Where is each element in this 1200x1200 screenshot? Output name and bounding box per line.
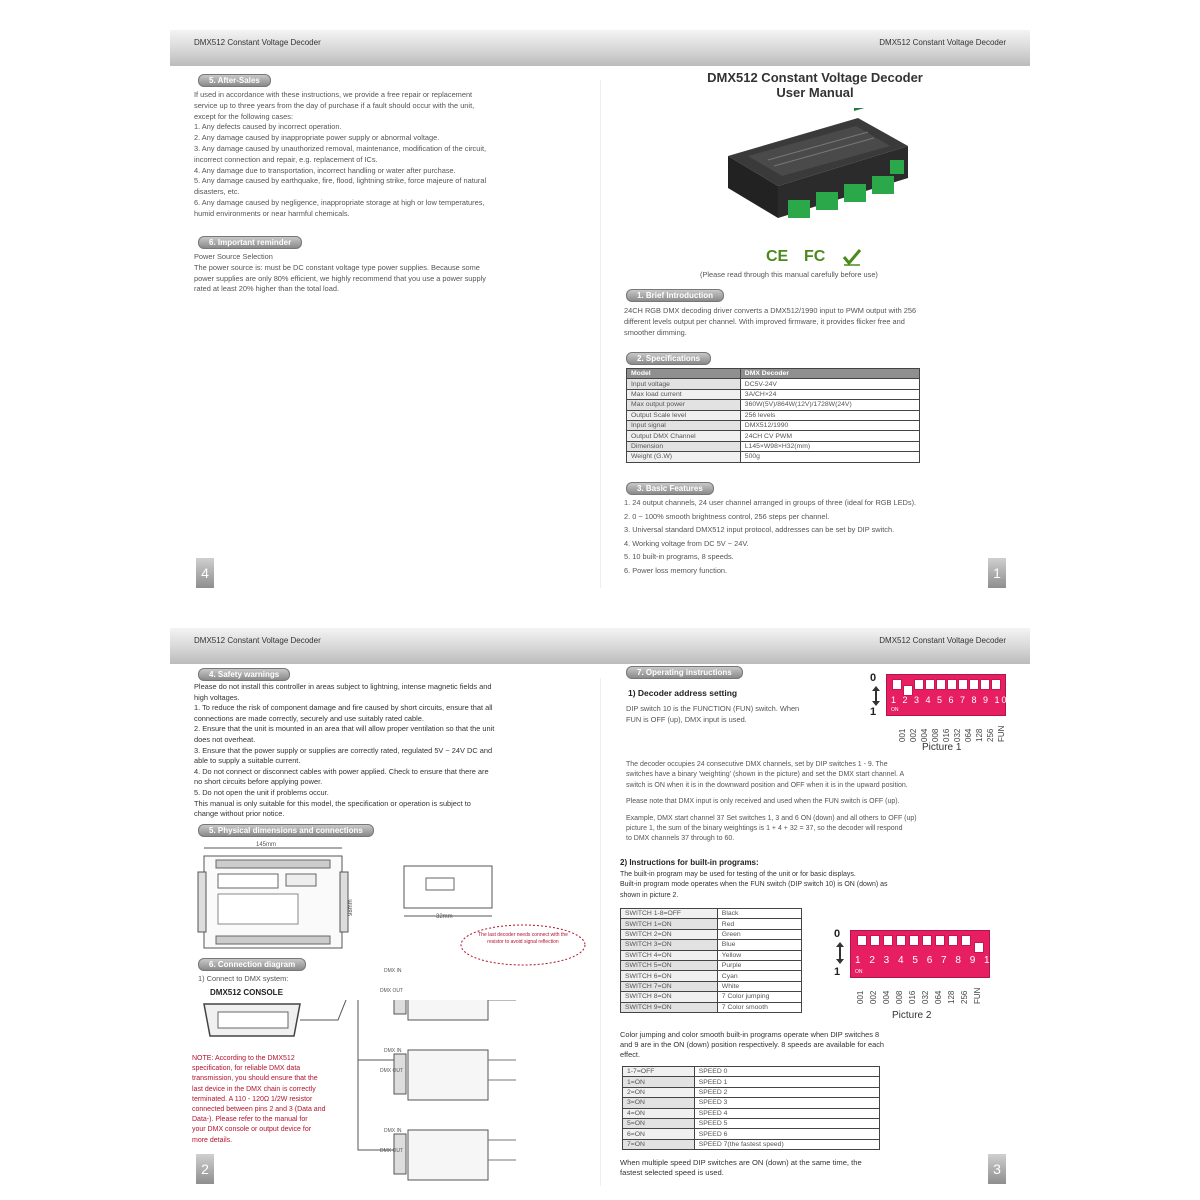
weight-label: 004 [882,990,891,1004]
dip-switch-picture-1 [886,674,1009,716]
table-cell: 6=ON [623,1129,695,1139]
dmx-in-label-3: DMX IN [384,1128,402,1134]
dip-switch-picture-2 [850,930,1002,978]
safety-text [194,682,586,820]
table-cell: SPEED 1 [694,1077,879,1087]
safety-heading: 4. Safety warnings [198,668,290,681]
spec-heading: 2. Specifications [626,352,711,365]
table-row [627,420,920,430]
table-cell: SWITCH 4=ON [621,950,718,960]
table-cell: Black [717,909,801,919]
speed-text [620,1030,1010,1060]
dip-switch [936,679,946,690]
table-row [623,1108,880,1118]
text-line: 3. Any damage caused by unauthorized removal, maintenance, modification of the circuit, [194,143,487,153]
brief-heading: 1. Brief Introduction [626,289,724,302]
text-line: picture 1, the sum of the binary weightings is 1 + 4 + 32 = 37, so the decoder will respond [626,825,903,833]
text-line: fastest selected speed is used. [620,1168,724,1177]
important-heading: 6. Important reminder [198,236,302,249]
table-cell: 5=ON [623,1118,695,1128]
table-cell: L145×W98×H32(mm) [740,441,919,451]
text-line: effect. [620,1050,640,1059]
table-row [627,410,920,420]
fc-mark: FC [804,248,826,265]
header-title-right: DMX512 Constant Voltage Decoder [879,636,1006,645]
weight-label: 256 [960,990,969,1004]
table-cell: Weight (G.W) [627,452,741,462]
dip-on-label-1: 1 [870,706,877,718]
table-row [627,441,920,451]
weight-label: 002 [869,990,878,1004]
weight-label: 128 [947,990,956,1004]
text-line: different levels output per channel. With improved firmware, it provides flicker free and [624,316,905,326]
dip-on-text: ON [855,969,863,975]
table-row [627,379,920,389]
brief-text [624,306,1004,338]
table-cell: 256 levels [740,410,919,420]
weight-label: 032 [921,990,930,1004]
text-line: 5. Do not open the unit if problems occur. [194,787,329,797]
text-line: 2. Ensure that the unit is mounted in an area that will allow proper ventilation so that the unit [194,724,495,734]
table-cell: SWITCH 6=ON [621,971,718,981]
page-number-4: 4 [196,558,214,588]
text-line: Example, DMX start channel 37 Set switches 1, 3 and 6 ON (down) and all others to OFF (up) [626,814,917,822]
page-number-2: 2 [196,1154,214,1184]
table-row [621,992,802,1002]
final-text [620,1158,980,1178]
table-cell: Output Scale level [627,410,741,420]
dip-switch [969,679,979,690]
text-line: except for the following cases: [194,111,294,121]
table-cell: 2=ON [623,1087,695,1097]
features-list [624,496,1004,578]
text-line: high voltages. [194,692,240,702]
table-cell: SPEED 6 [694,1129,879,1139]
text-line: more details. [192,1136,233,1144]
page-number-1: 1 [988,558,1006,588]
dip-off-label-2: 0 [834,928,841,940]
text-line: smoother dimming. [624,327,687,337]
weight-label: 001 [856,990,865,1004]
text-line: shown in picture 2. [620,891,679,899]
dip-switch [857,935,867,946]
text-line: to DMX channels 37 through to 60. [626,835,735,843]
header-bar [170,30,1030,66]
table-cell: SPEED 2 [694,1087,879,1097]
dip-off-label-1: 0 [870,672,877,684]
table-row [621,919,802,929]
header-title-left: DMX512 Constant Voltage Decoder [194,38,321,47]
dip-numbers: 1 2 3 4 5 6 7 8 9 10 [855,955,1002,966]
dip-numbers: 1 2 3 4 5 6 7 8 9 10 [891,695,1009,705]
table-cell: 360W(5V)/864W(12V)/1728W(24V) [740,400,919,410]
text-line: rated at least 20% higher than the total load. [194,284,340,294]
text-line: FUN is OFF (up), DMX input is used. [626,714,747,724]
dip-switch [883,935,893,946]
header-bar [170,628,1030,664]
text-line: power supplies are only 80% efficient, we highly recommend that you use a power supply [194,273,486,283]
table-cell: Input voltage [627,379,741,389]
table-cell: 4=ON [623,1108,695,1118]
text-line: Built-in program mode operates when the FUN switch (DIP switch 10) is ON (down) as [620,881,888,889]
dmx-out-label-2: DMX OUT [380,1068,404,1074]
table-cell: SPEED 4 [694,1108,879,1118]
title-line-1: DMX512 Constant Voltage Decoder [707,70,923,85]
table-row [623,1118,880,1128]
list-item: 6. Power loss memory function. [624,565,728,575]
text-line: switches have a binary 'weighting' (shown in the picture) and set the DMX start channel. A [626,771,905,779]
table-cell: SWITCH 8=ON [621,992,718,1002]
table-cell: SPEED 7(the fastest speed) [694,1139,879,1149]
rohs-check-icon [842,248,862,266]
table-cell: White [717,981,801,991]
table-row [623,1067,880,1077]
top-sheet [170,8,1030,598]
text-line: 24CH RGB DMX decoding driver converts a DMX512/1990 input to PWM output with 256 [624,306,917,315]
dip-switch [925,679,935,690]
table-cell: SPEED 3 [694,1098,879,1108]
text-line: able to supply a suitable current. [194,756,301,766]
weight-label: 002 [909,728,918,742]
text-line: switch is ON when it is in the downward position and OFF when it is in the upward position. [626,781,908,789]
header-title-left: DMX512 Constant Voltage Decoder [194,636,321,645]
dip-switch [991,679,1001,690]
text-line: NOTE: According to the DMX512 [192,1055,295,1062]
text-line: 4. Any damage due to transportation, incorrect handling or water after purchase. [194,165,456,175]
dip-switch [980,679,990,690]
text-line: 3. Ensure that the power supply or supplies are correctly rated, regulated 5V ~ 24V DC and [194,745,493,755]
speeds-table [622,1066,880,1150]
dip-on-text: ON [891,707,899,713]
list-item: 2. 0 ~ 100% smooth brightness control, 256 steps per channel. [624,511,830,521]
dip-switch [909,935,919,946]
table-cell: 7 Color jumping [717,992,801,1002]
text-line: does not overheat. [194,734,256,744]
table-row [621,929,802,939]
header-title-right: DMX512 Constant Voltage Decoder [879,38,1006,47]
page-number-3: 3 [988,1154,1006,1184]
text-line: connections are made correctly, securely and use suitably rated cable. [194,713,424,723]
list-item: 5. 10 built-in programs, 8 speeds. [624,552,734,562]
table-cell: SWITCH 7=ON [621,981,718,991]
text-line: DIP switch 10 is the FUNCTION (FUN) switch. When [626,704,800,713]
weight-label: 016 [908,990,917,1004]
table-cell: SWITCH 5=ON [621,960,718,970]
text-line: When multiple speed DIP switches are ON (down) at the same time, the [620,1158,862,1167]
table-cell: Green [717,929,801,939]
table-cell: Model [627,369,741,379]
table-row [621,981,802,991]
resistor-note-text: The last decoder needs connect with the resistor to avoid signal reflection [478,932,568,945]
dip-switch [892,679,902,690]
text-line: incorrect connection and repair, e.g. replacement of ICs. [194,154,378,164]
dimension-drawing [196,842,356,962]
weight-label: FUN [973,987,982,1004]
text-line: Please do not install this controller in areas subject to lightning, intense magnetic fields and [194,682,492,691]
weight-label: 008 [931,728,940,742]
text-line: Data-). Please refer to the manual for [192,1116,308,1124]
table-row [627,369,920,379]
dip-switch [935,935,945,946]
weight-label: 004 [920,728,929,742]
table-cell: Input signal [627,420,741,430]
dip-switch [974,942,984,953]
text-line: 1. Any defects caused by incorrect operation. [194,122,342,132]
dip-switch [958,679,968,690]
dmx-out-label-1: DMX OUT [380,988,404,994]
weight-label: 256 [986,728,995,742]
table-row [623,1087,880,1097]
text-line: 2. Any damage caused by inappropriate power supply or abnormal voltage. [194,133,440,143]
weight-label: 001 [898,728,907,742]
table-row [623,1098,880,1108]
address-explanation [626,760,1016,845]
text-line: specification, for reliable DMX data [192,1065,301,1073]
table-row [621,909,802,919]
text-line: and 9 are in the ON (down) position respectively. 8 speeds are available for each [620,1040,885,1049]
text-line: last device in the DMX chain is correctly [192,1085,316,1093]
title-line-2: User Manual [776,85,854,100]
table-cell: Cyan [717,971,801,981]
up-down-arrow-icon [871,686,881,706]
console-label: DMX512 CONSOLE [210,988,283,997]
weight-label: 128 [975,728,984,742]
table-row [627,400,920,410]
table-cell: 1-7=OFF [623,1067,695,1077]
text-line: transmission, you should ensure that the [192,1075,318,1083]
table-cell: SWITCH 1-8=OFF [621,909,718,919]
text-line: 1. To reduce the risk of component damage and fire caused by short circuits, ensure that all [194,703,493,713]
text-line: disasters, etc. [194,187,240,197]
table-cell: Max load current [627,389,741,399]
dip-switch [961,935,971,946]
dip-switch [948,935,958,946]
page-divider [600,678,601,1186]
text-line: This manual is only suitable for this model, the specification or operation is subject to [194,798,471,808]
text-line: If used in accordance with these instructions, we provide a free repair or replacement [194,90,473,99]
dip-switch [870,935,880,946]
table-cell: Red [717,919,801,929]
dip-switch [914,679,924,690]
text-line: The built-in program may be used for testing of the unit or for basic displays. [620,871,856,878]
bottom-sheet [170,606,1030,1196]
table-row [623,1077,880,1087]
weight-label: 016 [942,728,951,742]
side-dimension-label: 32mm [436,914,453,920]
table-cell: Blue [717,940,801,950]
programs-table [620,908,802,1013]
important-text [194,252,586,295]
table-cell: DMX512/1990 [740,420,919,430]
page-divider [600,80,601,588]
table-cell: SWITCH 9=ON [621,1002,718,1012]
address-setting-title: 1) Decoder address setting [628,688,738,698]
text-line: service up to three years from the day of purchase if a fault should occur with the unit, [194,100,475,110]
text-line: terminated. A 110 - 120Ω 1/2W resistor [192,1095,313,1103]
after-sales-text [194,90,586,220]
text-line: 4. Do not connect or disconnect cables with power applied. Check to ensure that there are [194,766,489,776]
table-cell: 7 Color smooth [717,1002,801,1012]
table-row [621,971,802,981]
text-line: no short circuits before applying power. [194,777,323,787]
dip-switch [922,935,932,946]
decoder-product-image [718,108,918,234]
connection-heading: 6. Connection diagram [198,958,306,971]
table-row [627,431,920,441]
table-cell: SWITCH 3=ON [621,940,718,950]
table-cell: SWITCH 2=ON [621,929,718,939]
table-row [621,960,802,970]
list-item: 3. Universal standard DMX512 input protocol, addresses can be set by DIP switch. [624,525,895,535]
table-cell: Max output power [627,400,741,410]
text-line: 5. Any damage caused by earthquake, fire, flood, lightning strike, force majeure of natural [194,176,487,186]
text-line: Please note that DMX input is only received and used when the FUN switch is OFF (up). [626,798,900,806]
table-cell: 7=ON [623,1139,695,1149]
height-dimension-label: 98mm [348,899,354,916]
dmx-out-label-3: DMX OUT [380,1148,404,1154]
address-setting-text [626,704,866,726]
text-line: your DMX console or output device for [192,1126,312,1134]
table-row [627,389,920,399]
builtin-text [620,870,1010,901]
picture-1-caption: Picture 1 [922,742,962,753]
features-heading: 3. Basic Features [626,482,714,495]
table-cell: SPEED 0 [694,1067,879,1077]
builtin-title: 2) Instructions for built-in programs: [620,858,759,867]
connect-to-label: 1) Connect to DMX system: [198,974,289,983]
operating-heading: 7. Operating instructions [626,666,743,679]
table-cell: Output DMX Channel [627,431,741,441]
table-cell: 500g [740,452,919,462]
table-cell: Purple [717,960,801,970]
termination-note [192,1054,372,1146]
list-item: 1. 24 output channels, 24 user channel arranged in groups of three (ideal for RGB LEDs). [624,498,917,507]
table-cell: Dimension [627,441,741,451]
table-cell: SWITCH 1=ON [621,919,718,929]
table-row [621,950,802,960]
dip-switch [947,679,957,690]
manual-title [620,70,1010,100]
table-row [623,1139,880,1149]
picture-2-caption: Picture 2 [892,1010,932,1021]
up-down-arrow-icon [835,942,845,964]
weight-label: 008 [895,990,904,1004]
text-line: Power Source Selection [194,252,273,261]
weight-label: FUN [997,725,1006,742]
table-cell: DMX Decoder [740,369,919,379]
table-row [621,1002,802,1012]
table-row [621,940,802,950]
table-cell: DC5V-24V [740,379,919,389]
text-line: The power source is: must be DC constant voltage type power supplies. Because some [194,262,480,272]
ce-mark: CE [766,248,789,265]
weight-label: 064 [934,990,943,1004]
width-dimension-label: 145mm [256,842,277,848]
dip-on-label-2: 1 [834,966,841,978]
list-item: 4. Working voltage from DC 5V ~ 24V. [624,538,749,548]
dimensions-heading: 5. Physical dimensions and connections [198,824,374,837]
dmx-in-label-1: DMX IN [384,968,402,974]
weight-label: 064 [964,728,973,742]
table-cell: SPEED 5 [694,1118,879,1128]
table-cell: 3A/CH×24 [740,389,919,399]
text-line: change without prior notice. [194,809,285,819]
table-cell: Yellow [717,950,801,960]
text-line: connected between pins 2 and 3 (Data and [192,1106,326,1114]
spec-table [626,368,920,463]
dip-switch [896,935,906,946]
table-cell: 24CH CV PWM [740,431,919,441]
table-row [623,1129,880,1139]
dmx-in-label-2: DMX IN [384,1048,402,1054]
read-note: (Please read through this manual carefully before use) [700,270,878,279]
text-line: humid environments or near harmful chemicals. [194,208,350,218]
text-line: The decoder occupies 24 consecutive DMX channels, set by DIP switches 1 - 9. The [626,761,888,768]
weight-label: 032 [953,728,962,742]
after-sales-heading: 5. After-Sales [198,74,271,87]
text-line: 6. Any damage caused by negligence, inappropriate storage at high or low temperatures, [194,197,485,207]
table-cell: 1=ON [623,1077,695,1087]
table-cell: 3=ON [623,1098,695,1108]
text-line: Color jumping and color smooth built-in programs operate when DIP switches 8 [620,1030,880,1039]
table-row [627,452,920,462]
